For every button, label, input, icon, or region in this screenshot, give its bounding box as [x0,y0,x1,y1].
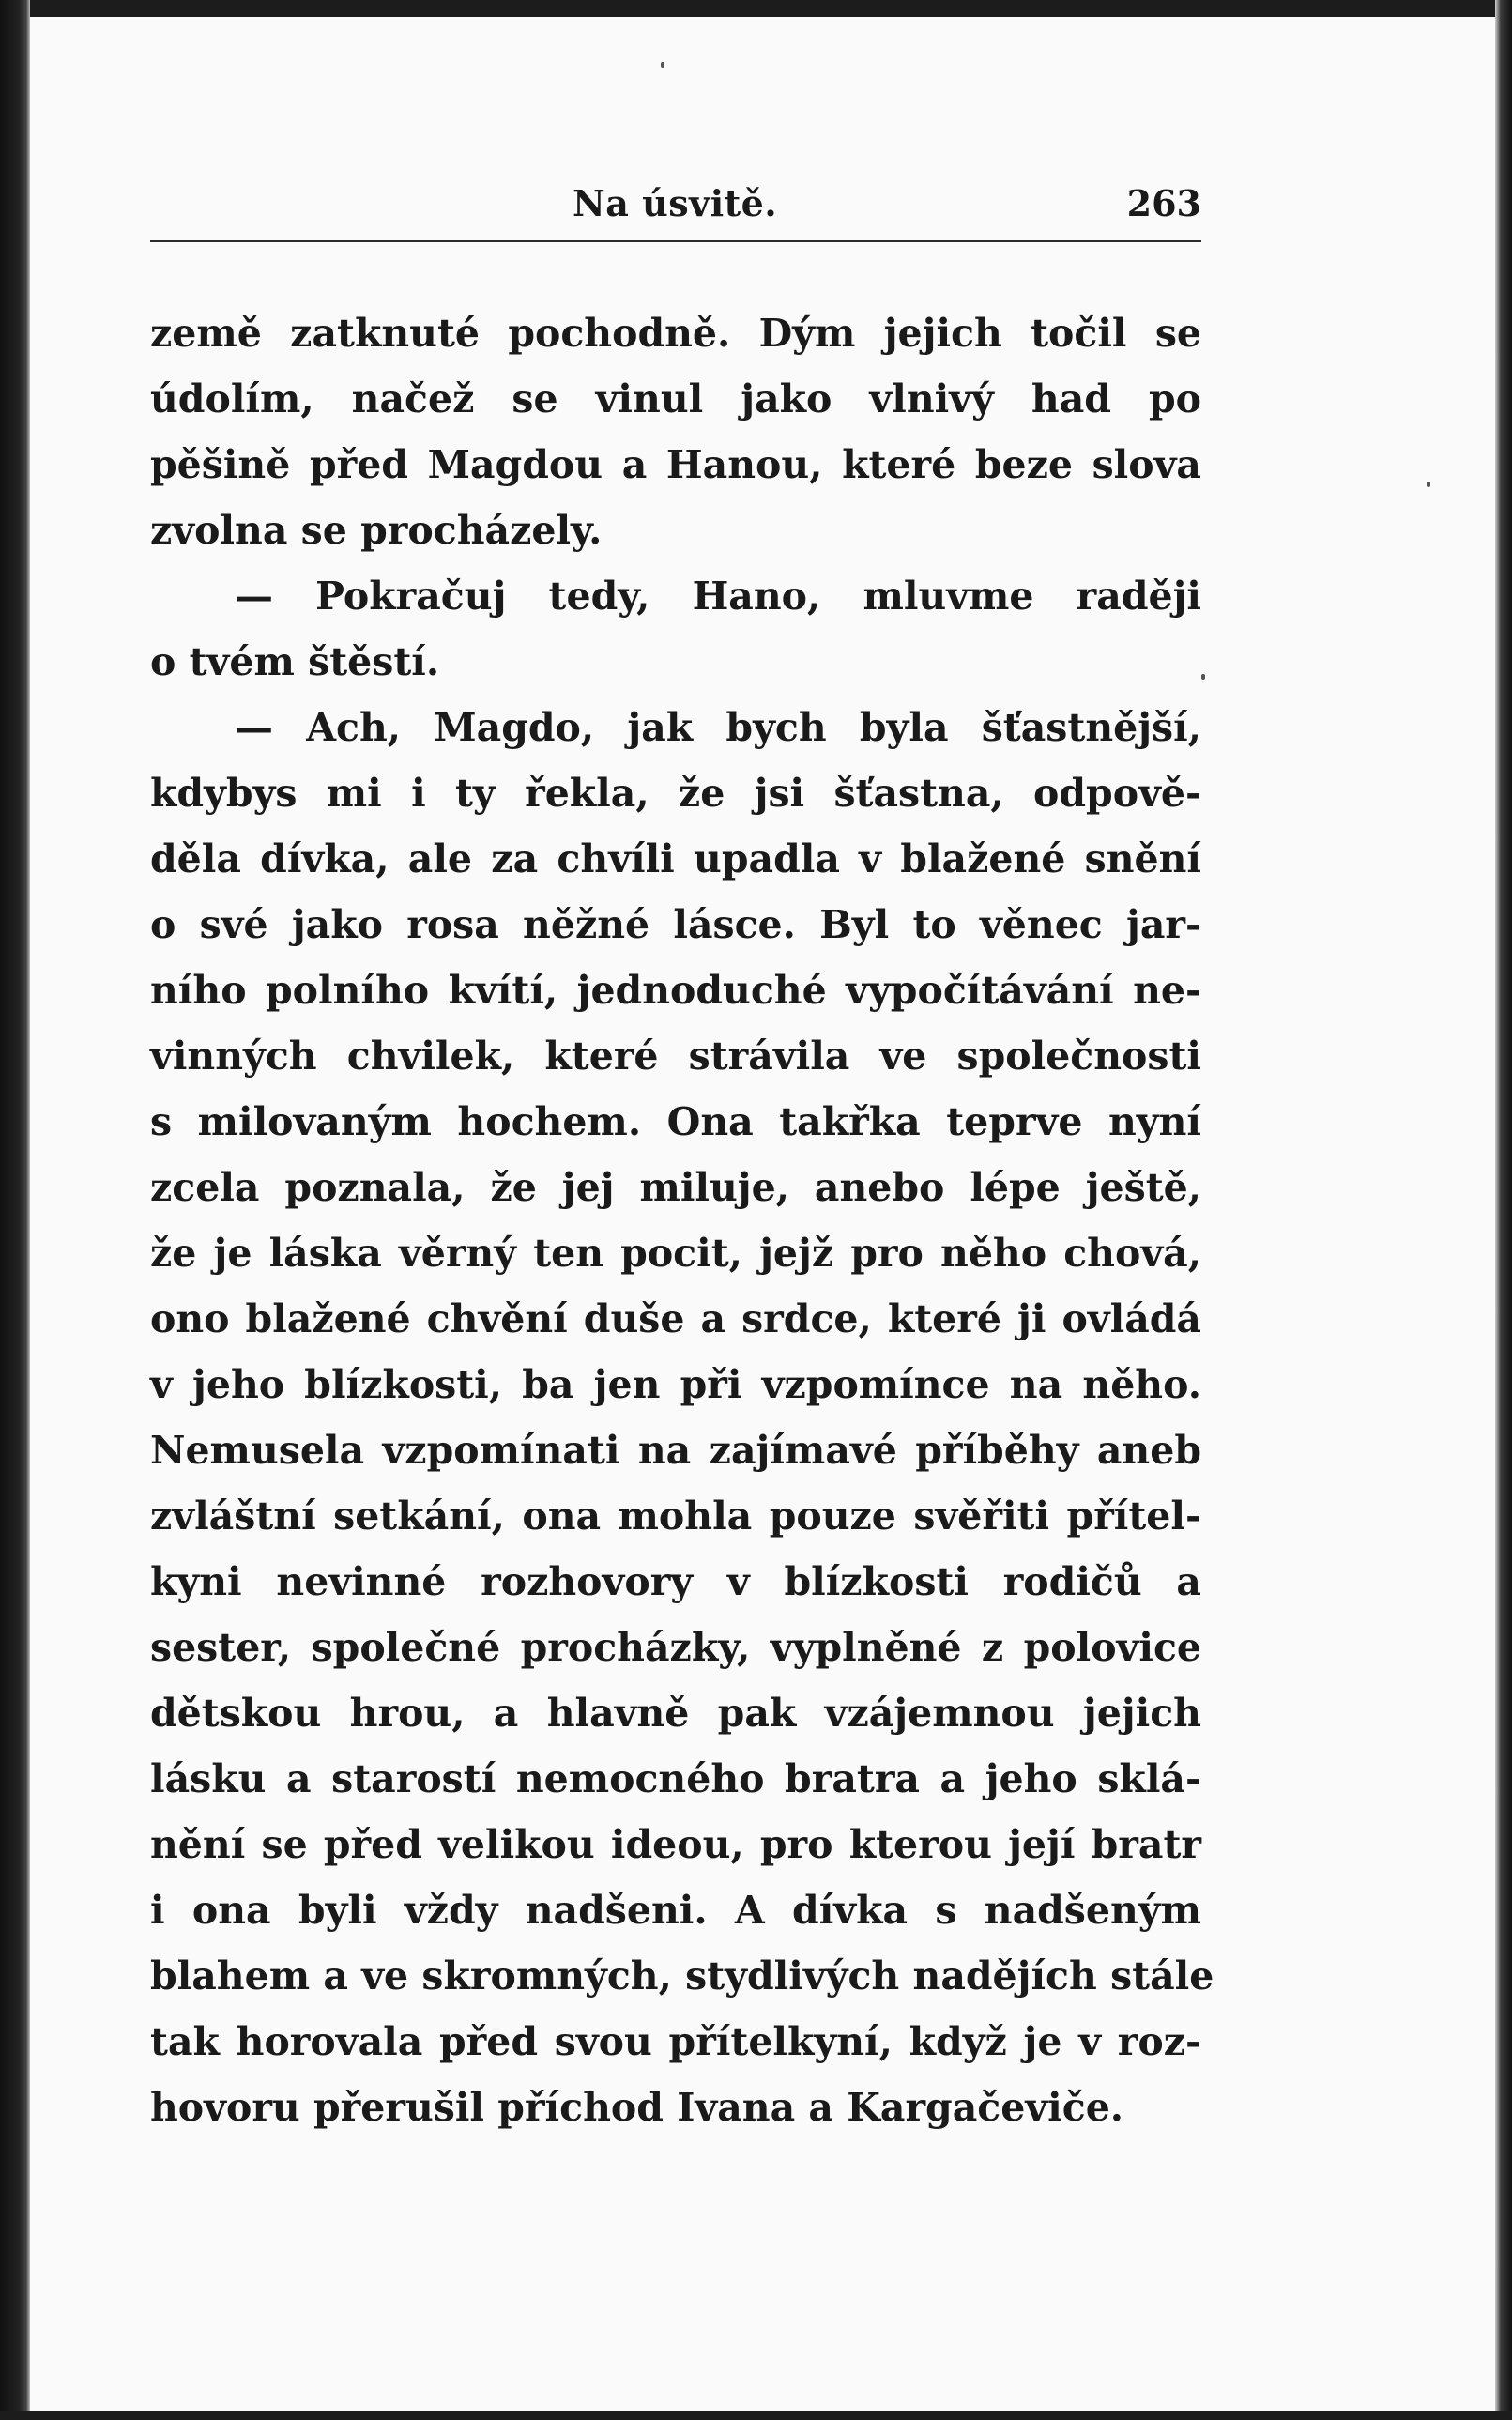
text-line: nění se před velikou ideou, pro kterou její bratr [150,1822,1201,1867]
header-rule [150,240,1201,242]
text-line: blahem a ve skromných, stydlivých nadějích stále [150,1953,1214,1999]
text-line: kdybys mi i ty řekla, že jsi šťastna, odpově- [150,771,1201,816]
text-line: dětskou hrou, a hlavně pak vzájemnou jejich [150,1691,1201,1736]
text-line: pěšině před Magdou a Hanou, které beze slova [150,442,1201,487]
scan-frame-right [1495,0,1512,2420]
text-line: i ona byli vždy nadšeni. A dívka s nadšeným [150,1888,1201,1933]
text-line: s milovaným hochem. Ona takřka teprve nyní [150,1099,1201,1144]
text-line: údolím, načež se vinul jako vlnivý had po [150,376,1201,421]
text-line: ono blažené chvění duše a srdce, které ji ovládá [150,1296,1201,1341]
text-line: zcela poznala, že jej miluje, anebo lépe ještě, [150,1165,1201,1210]
scan-speck [661,62,664,68]
text-line: že je láska věrný ten pocit, jejž pro něho chová, [150,1231,1201,1276]
scan-frame-left [0,0,30,2420]
scan-speck [1427,482,1430,487]
text-line: — Ach, Magdo, jak bych byla šťastnější, [235,705,1201,750]
text-line: v jeho blízkosti, ba jen při vzpomínce na něho. [150,1362,1201,1407]
text-line: ního polního kvítí, jednoduché vypočítávání ne- [150,968,1201,1013]
scan-frame-bottom [0,2411,1512,2420]
page-body-text [150,300,1214,2140]
text-line: kyni nevinné rozhovory v blízkosti rodičů a [150,1559,1201,1604]
text-line: hovoru přerušil příchod Ivana a Kargačeviče. [150,2085,1124,2130]
text-line: děla dívka, ale za chvíli upadla v blažené snění [150,836,1201,881]
text-line: — Pokračuj tedy, Hano, mluvme raději [235,574,1201,619]
scan-speck [1201,674,1205,680]
text-line: lásku a starostí nemocného bratra a jeho sklá- [150,1756,1201,1801]
text-line: Nemusela vzpomínati na zajímavé příběhy aneb [150,1428,1201,1473]
text-line: tak horovala před svou přítelkyní, když je v roz- [150,2019,1201,2064]
text-line: vinných chvilek, které strávila ve společnosti [150,1034,1201,1079]
page-number: 263 [1126,182,1201,224]
text-line: sester, společné procházky, vyplněné z polovice [150,1625,1201,1670]
text-line: zvláštní setkání, ona mohla pouze svěřiti přítel- [150,1493,1201,1539]
scan-frame-top [0,0,1512,17]
text-line: země zatknuté pochodně. Dým jejich točil se [150,311,1201,356]
text-line: o tvém štěstí. [150,639,440,684]
running-header [150,167,1201,242]
text-line: o své jako rosa něžné lásce. Byl to věnec jar- [150,902,1201,947]
text-line: zvolna se procházely. [150,508,603,553]
running-title: Na úsvitě. [573,182,778,224]
